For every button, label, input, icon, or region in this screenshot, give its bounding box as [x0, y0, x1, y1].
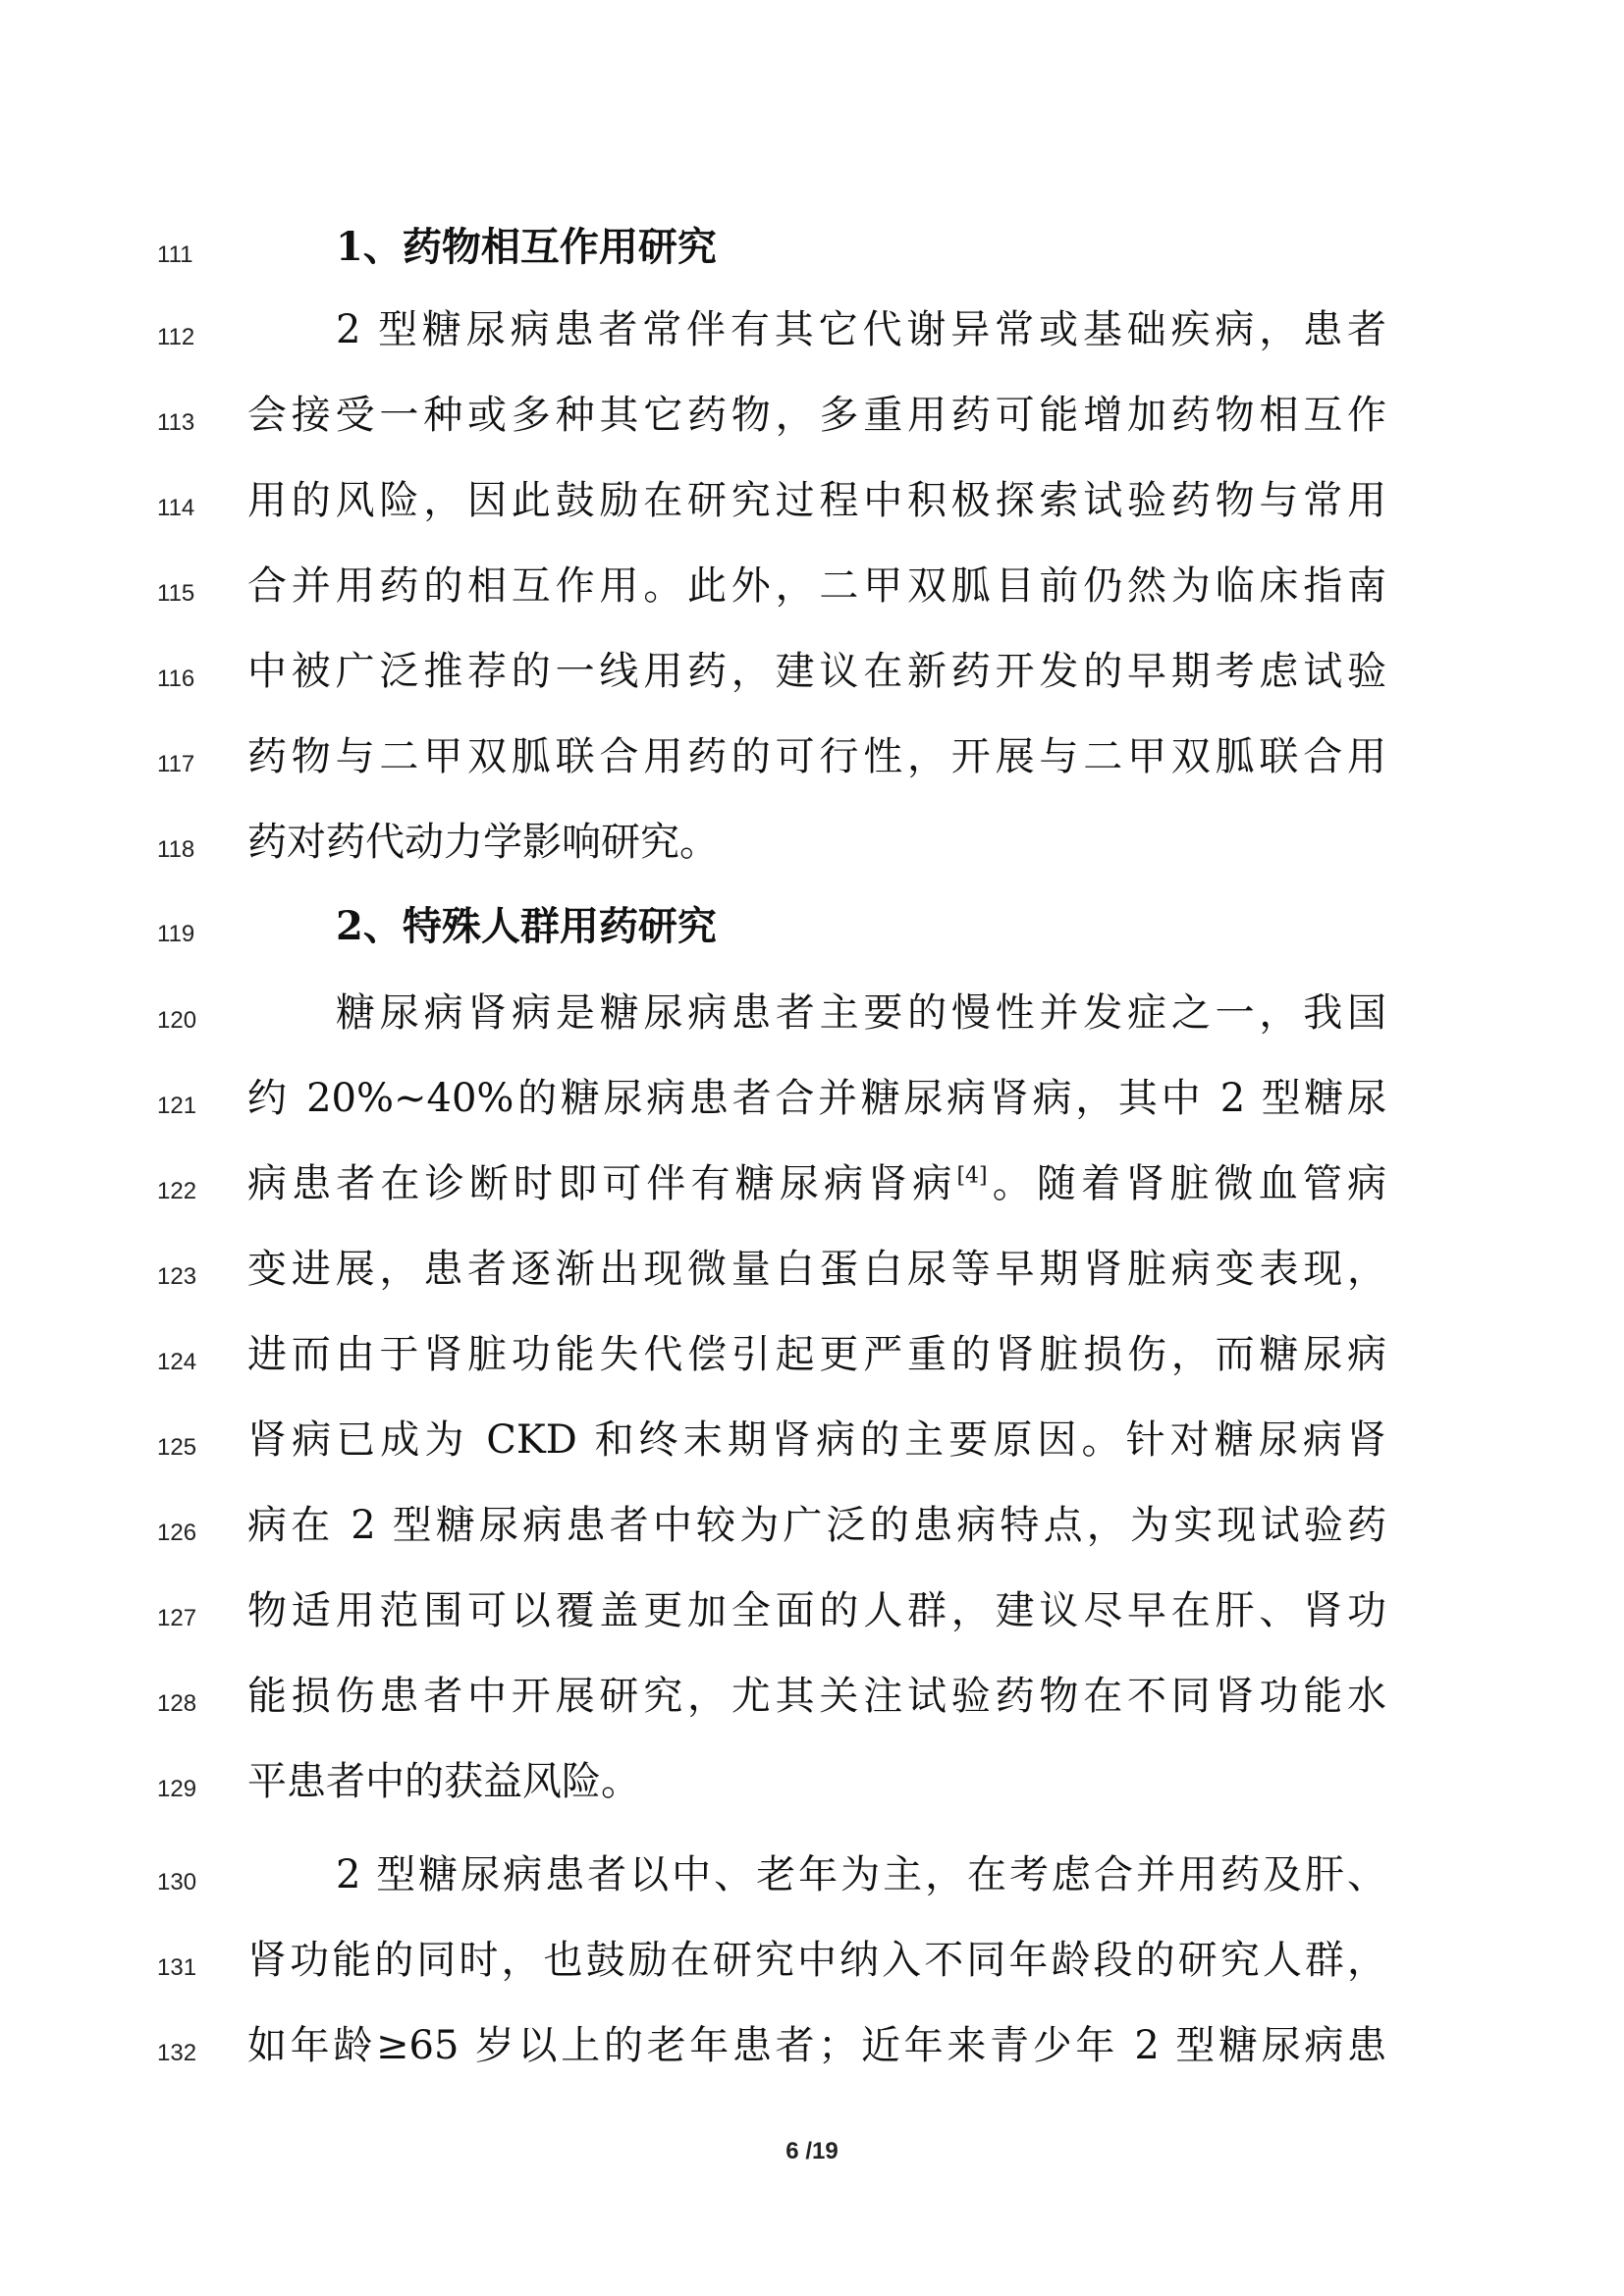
line-112	[0, 291, 1624, 373]
paragraph-line: 变进展，患者逐渐出现微量白蛋白尿等早期肾脏病变表现，	[247, 1247, 1386, 1292]
line-120	[0, 974, 1624, 1056]
line-129	[0, 1742, 1624, 1825]
paragraph-line: 进而由于肾脏功能失代偿引起更严重的肾脏损伤，而糖尿病	[247, 1332, 1386, 1377]
line-text-continued: 。随着肾脏微血管病	[987, 1161, 1387, 1206]
paragraph-line: 病在 2 型糖尿病患者中较为广泛的患病特点，为实现试验药	[247, 1503, 1386, 1548]
line-number: 127	[157, 1605, 197, 1631]
line-number: 113	[157, 409, 195, 436]
paragraph-line	[247, 1156, 1386, 1211]
line-116	[0, 632, 1624, 715]
line-number: 132	[157, 2040, 197, 2066]
paragraph-line: 肾病已成为 CKD 和终末期肾病的主要原因。针对糖尿病肾	[247, 1417, 1386, 1463]
paragraph-line: 能损伤患者中开展研究，尤其关注试验药物在不同肾功能水	[247, 1674, 1386, 1719]
line-number: 124	[157, 1349, 197, 1375]
line-119	[0, 887, 1624, 970]
line-number: 116	[157, 666, 195, 692]
citation-reference: [4]	[956, 1163, 988, 1189]
line-number: 128	[157, 1690, 197, 1717]
line-117	[0, 718, 1624, 800]
paragraph-line: 肾功能的同时，也鼓励在研究中纳入不同年龄段的研究人群，	[247, 1938, 1386, 1983]
line-number: 123	[157, 1263, 197, 1290]
paragraph-line: 平患者中的获益风险。	[247, 1759, 640, 1804]
line-118	[0, 803, 1624, 885]
paragraph-line: 药对药代动力学影响研究。	[247, 820, 719, 865]
line-113	[0, 376, 1624, 458]
paragraph-line: 糖尿病肾病是糖尿病患者主要的慢性并发症之一，我国	[336, 990, 1386, 1036]
page-number: 6 /19	[785, 2138, 839, 2164]
line-124	[0, 1315, 1624, 1398]
line-number: 114	[157, 495, 195, 521]
line-number: 129	[157, 1776, 197, 1802]
line-text: 病患者在诊断时即可伴有糖尿病肾病	[247, 1161, 957, 1206]
line-114	[0, 461, 1624, 544]
line-131	[0, 1921, 1624, 2003]
line-number: 126	[157, 1520, 197, 1546]
paragraph-line: 2 型糖尿病患者以中、老年为主，在考虑合并用药及肝、	[336, 1852, 1386, 1897]
line-number: 125	[157, 1434, 197, 1461]
line-number: 117	[157, 751, 195, 777]
paragraph-line: 如年龄≥65 岁以上的老年患者；近年来青少年 2 型糖尿病患	[247, 2023, 1386, 2068]
paragraph-line: 合并用药的相互作用。此外，二甲双胍目前仍然为临床指南	[247, 563, 1386, 609]
line-122	[0, 1145, 1624, 1227]
line-111	[0, 208, 1624, 291]
line-number: 118	[157, 836, 195, 863]
line-126	[0, 1486, 1624, 1569]
paragraph-line: 物适用范围可以覆盖更加全面的人群，建议尽早在肝、肾功	[247, 1588, 1386, 1633]
line-number: 122	[157, 1178, 197, 1204]
line-121	[0, 1059, 1624, 1142]
line-128	[0, 1657, 1624, 1739]
paragraph-line: 药物与二甲双胍联合用药的可行性，开展与二甲双胍联合用	[247, 734, 1386, 779]
line-130	[0, 1836, 1624, 1918]
line-number: 111	[157, 241, 193, 268]
line-number: 119	[157, 921, 195, 947]
line-125	[0, 1401, 1624, 1483]
line-number: 115	[157, 580, 195, 607]
paragraph-line: 2 型糖尿病患者常伴有其它代谢异常或基础疾病，患者	[336, 307, 1386, 352]
paragraph-line: 中被广泛推荐的一线用药，建议在新药开发的早期考虑试验	[247, 649, 1386, 694]
line-number: 131	[157, 1954, 197, 1981]
paragraph-line: 约 20%~40%的糖尿病患者合并糖尿病肾病，其中 2 型糖尿	[247, 1076, 1386, 1121]
paragraph-line: 会接受一种或多种其它药物，多重用药可能增加药物相互作	[247, 393, 1386, 438]
line-123	[0, 1230, 1624, 1312]
line-127	[0, 1572, 1624, 1654]
paragraph-line: 用的风险，因此鼓励在研究过程中积极探索试验药物与常用	[247, 478, 1386, 523]
line-number: 112	[157, 324, 195, 350]
line-number: 120	[157, 1007, 197, 1034]
line-number: 130	[157, 1869, 197, 1896]
section-heading: 1、药物相互作用研究	[336, 224, 717, 270]
line-115	[0, 547, 1624, 629]
line-132	[0, 2006, 1624, 2089]
section-heading: 2、特殊人群用药研究	[336, 903, 717, 949]
line-number: 121	[157, 1093, 197, 1119]
